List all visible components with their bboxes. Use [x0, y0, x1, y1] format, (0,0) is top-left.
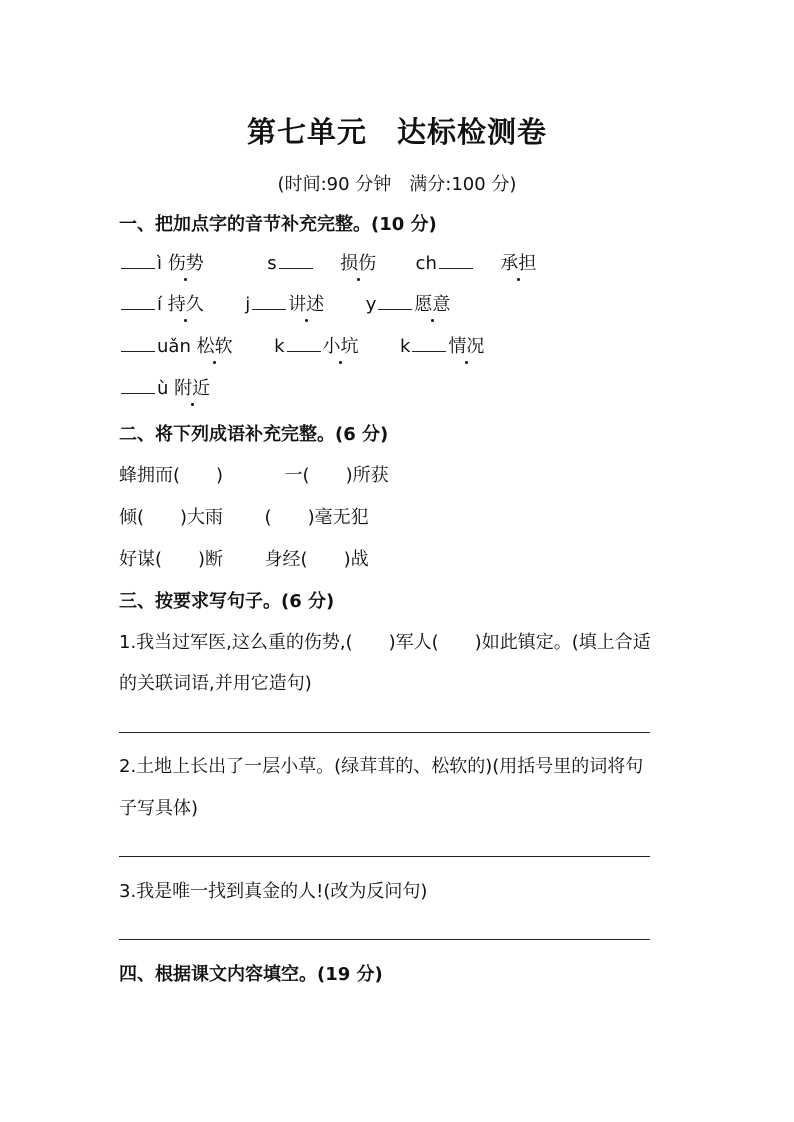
pinyin-row-2: [119, 290, 450, 316]
answer-line-1[interactable]: [119, 732, 650, 733]
idiom-text: )毫无犯: [307, 507, 369, 528]
pinyin-blank[interactable]: [121, 350, 155, 352]
idiom-row-1: [119, 461, 389, 487]
pinyin-blank[interactable]: [252, 308, 286, 310]
pinyin-tail: ù: [157, 378, 169, 399]
section-1-heading: 一、把加点字的音节补充完整。(10 分): [119, 214, 437, 235]
pinyin-blank[interactable]: [121, 267, 155, 269]
pinyin-lead: k: [274, 336, 285, 357]
idiom-text: ): [216, 465, 224, 486]
pinyin-tail: í: [157, 294, 163, 315]
pinyin-row-3: [119, 332, 484, 358]
pinyin-lead: s: [267, 253, 277, 274]
question-1-line-1: 1.我当过军医,这么重的伤势,( )军人( )如此镇定。(填上合适: [119, 632, 651, 653]
pinyin-lead: y: [365, 294, 377, 315]
idiom-text: 倾(: [119, 507, 145, 528]
dotted-word: 讲述: [288, 290, 324, 316]
section-3-heading: 三、按要求写句子。(6 分): [119, 591, 335, 612]
dotted-word: 松软: [197, 332, 233, 358]
dotted-word: 附近: [174, 374, 210, 400]
pinyin-blank[interactable]: [287, 350, 321, 352]
idiom-row-3: [119, 545, 369, 571]
section-4-heading: 四、根据课文内容填空。(19 分): [119, 964, 383, 985]
exam-time-and-score: (时间:90 分钟 满分:100 分): [277, 174, 517, 195]
pinyin-lead: ch: [415, 253, 437, 274]
dotted-word: 持久: [168, 290, 204, 316]
idiom-text: )大雨: [180, 507, 224, 528]
dotted-word: 损伤: [340, 249, 376, 275]
dotted-word: 承担: [500, 249, 536, 275]
question-3-line-1: 3.我是唯一找到真金的人!(改为反问句): [119, 881, 428, 902]
pinyin-tail: uǎn: [157, 336, 191, 357]
idiom-text: )所获: [345, 465, 389, 486]
pinyin-tail: ì: [157, 253, 163, 274]
question-1-line-2: 的关联词语,并用它造句): [119, 673, 312, 694]
answer-line-2[interactable]: [119, 856, 650, 857]
section-2-heading: 二、将下列成语补充完整。(6 分): [119, 424, 389, 445]
dotted-word: 小坑: [323, 332, 359, 358]
idiom-text: 好谋(: [119, 549, 163, 570]
question-2-line-2: 子写具体): [119, 798, 199, 819]
idiom-text: 一(: [284, 465, 310, 486]
idiom-text: )战: [343, 549, 369, 570]
pinyin-blank[interactable]: [279, 267, 313, 269]
pinyin-row-4: [119, 374, 210, 400]
dotted-word: 情况: [448, 332, 484, 358]
pinyin-row-1: [119, 249, 536, 275]
idiom-row-2: [119, 503, 369, 529]
dotted-word: 伤势: [168, 249, 204, 275]
page-title: 第七单元 达标检测卷: [246, 115, 547, 149]
pinyin-lead: j: [245, 294, 251, 315]
answer-line-3[interactable]: [119, 939, 650, 940]
pinyin-blank[interactable]: [439, 267, 473, 269]
idiom-text: 蜂拥而(: [119, 465, 181, 486]
idiom-text: (: [264, 507, 272, 528]
idiom-text: 身经(: [264, 549, 308, 570]
question-2-line-1: 2.土地上长出了一层小草。(绿茸茸的、松软的)(用括号里的词将句: [119, 756, 644, 777]
pinyin-blank[interactable]: [378, 308, 412, 310]
idiom-text: )断: [198, 549, 224, 570]
pinyin-blank[interactable]: [121, 392, 155, 394]
pinyin-blank[interactable]: [412, 350, 446, 352]
pinyin-lead: k: [399, 336, 411, 357]
dotted-word: 愿意: [414, 290, 450, 316]
pinyin-blank[interactable]: [121, 308, 155, 310]
